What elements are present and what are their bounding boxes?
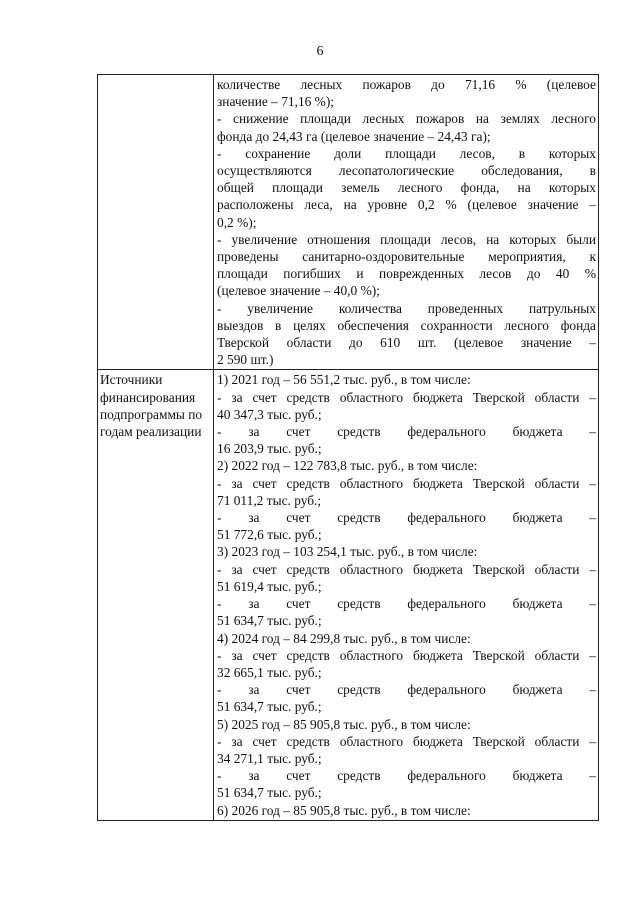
- content-line: - увеличение количества проведенных патрульных: [217, 300, 596, 316]
- content-line: осуществляются лесопатологические обследования, в: [217, 163, 596, 179]
- content-line: 2 590 шт.): [217, 352, 274, 368]
- label-line: подпрограммы по: [100, 406, 203, 422]
- row-content-cell: [214, 370, 599, 820]
- content-line: 1) 2021 год – 56 551,2 тыс. руб., в том числе:: [217, 372, 471, 388]
- content-line: выездов в целях обеспечения сохранности лесного фонда: [217, 317, 596, 333]
- row-label-cell: [98, 370, 214, 820]
- content-line: - сохранение доли площади лесов, в которых: [217, 145, 596, 161]
- content-line: - за счет средств федерального бюджета –: [217, 510, 596, 526]
- label-line: годам реализации: [100, 424, 202, 440]
- content-line: фонда до 24,43 га (целевое значение – 24,43 га);: [217, 128, 491, 144]
- content-line: количестве лесных пожаров до 71,16 % (целевое: [217, 77, 596, 92]
- content-line: значение – 71,16 %);: [217, 94, 335, 110]
- content-line: расположены леса, на уровне 0,2 % (целевое значение –: [217, 197, 596, 213]
- content-line: 51 634,7 тыс. руб.;: [217, 613, 322, 629]
- content-line: - за счет средств федерального бюджета –: [217, 682, 596, 698]
- content-line: 4) 2024 год – 84 299,8 тыс. руб., в том числе:: [217, 630, 471, 646]
- content-line: 51 634,7 тыс. руб.;: [217, 785, 322, 801]
- table-row: [98, 370, 599, 820]
- content-line: проведены санитарно-оздоровительные мероприятия, к: [217, 249, 596, 265]
- content-line: - за счет средств областного бюджета Тверской области –: [217, 733, 596, 749]
- content-line: - за счет средств федерального бюджета –: [217, 424, 596, 440]
- content-line: площади погибших и поврежденных лесов до 40 %: [217, 266, 596, 282]
- content-line: общей площади земель лесного фонда, на которых: [217, 180, 596, 196]
- label-line: финансирования: [100, 389, 196, 405]
- content-line: (целевое значение – 40,0 %);: [217, 283, 380, 299]
- content-line: 3) 2023 год – 103 254,1 тыс. руб., в том числе:: [217, 544, 478, 560]
- table-row: [98, 75, 599, 370]
- page-number: 6: [316, 44, 324, 59]
- content-line: - снижение площади лесных пожаров на землях лесного: [217, 111, 596, 127]
- content-line: - за счет средств областного бюджета Тверской области –: [217, 389, 596, 405]
- row-label-cell: [98, 75, 214, 370]
- content-line: 0,2 %);: [217, 214, 257, 230]
- content-line: 51 634,7 тыс. руб.;: [217, 699, 322, 715]
- content-line: - за счет средств федерального бюджета –: [217, 596, 596, 612]
- program-passport-table: [97, 74, 599, 821]
- content-line: 5) 2025 год – 85 905,8 тыс. руб., в том числе:: [217, 716, 471, 732]
- content-line: 16 203,9 тыс. руб.;: [217, 441, 322, 457]
- content-line: 6) 2026 год – 85 905,8 тыс. руб., в том числе:: [217, 802, 471, 818]
- row-content-cell: [214, 75, 599, 370]
- content-line: - увеличение отношения площади лесов, на которых были: [217, 231, 596, 247]
- content-line: Тверской области до 610 шт. (целевое значение –: [217, 335, 596, 351]
- content-line: - за счет средств областного бюджета Тверской области –: [217, 475, 596, 491]
- content-line: - за счет средств федерального бюджета –: [217, 768, 596, 784]
- content-line: 51 619,4 тыс. руб.;: [217, 578, 322, 594]
- content-line: - за счет средств областного бюджета Тверской области –: [217, 647, 596, 663]
- content-line: 71 011,2 тыс. руб.;: [217, 492, 322, 508]
- content-line: 34 271,1 тыс. руб.;: [217, 750, 322, 766]
- content-line: 32 665,1 тыс. руб.;: [217, 664, 322, 680]
- label-line: Источники: [100, 372, 163, 388]
- content-line: 2) 2022 год – 122 783,8 тыс. руб., в том числе:: [217, 458, 478, 474]
- content-line: - за счет средств областного бюджета Тверской области –: [217, 561, 596, 577]
- content-line: 51 772,6 тыс. руб.;: [217, 527, 322, 543]
- content-line: 40 347,3 тыс. руб.;: [217, 406, 322, 422]
